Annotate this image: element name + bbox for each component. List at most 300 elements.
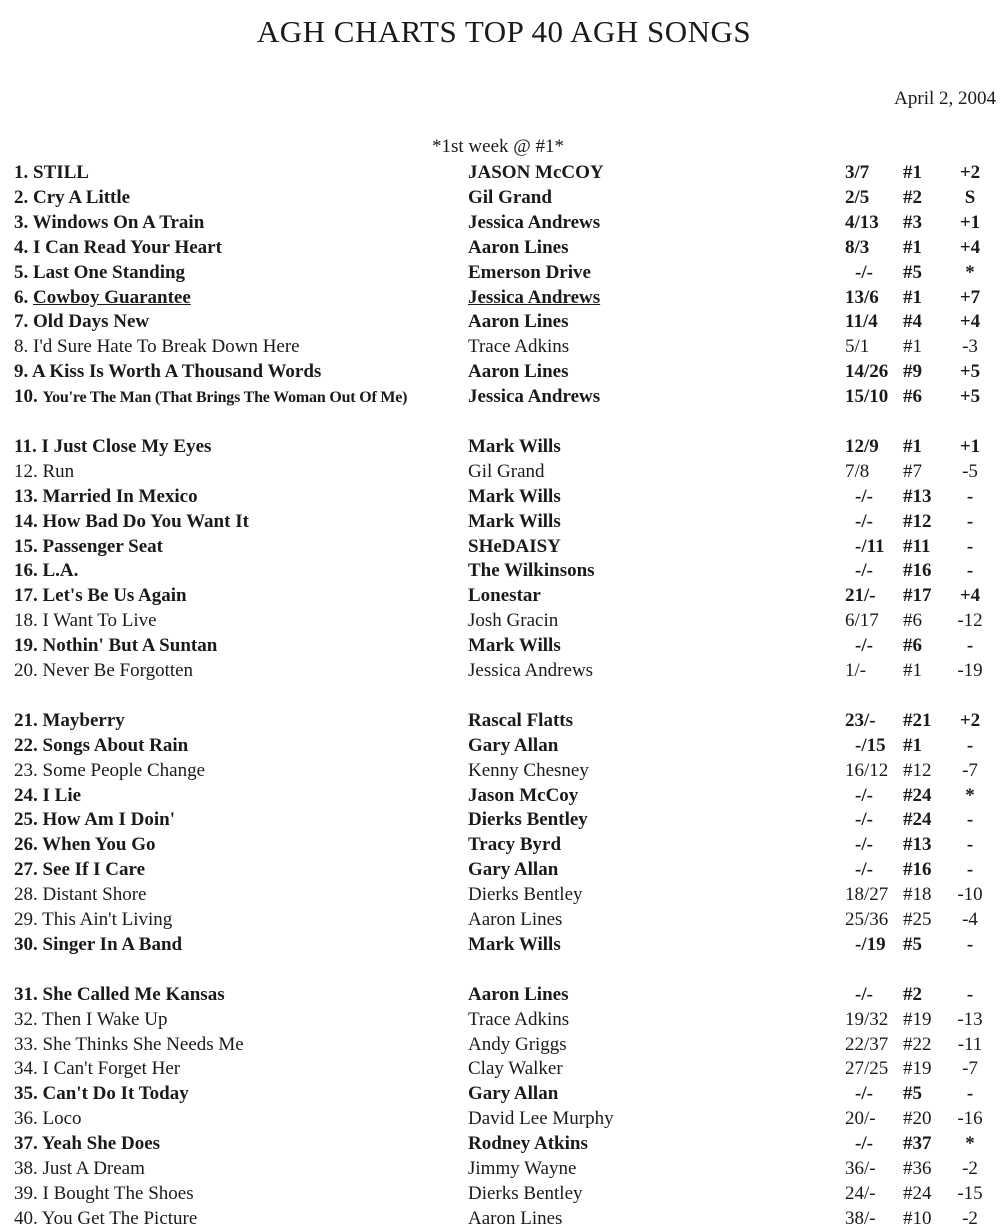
song-rank: 3. — [14, 211, 33, 233]
song-artist: Dierks Bentley — [468, 809, 588, 831]
song-rank: 39. — [14, 1182, 43, 1204]
song-artist: Mark Wills — [468, 933, 561, 955]
song-title — [14, 759, 205, 783]
song-weeks: -/19 — [855, 933, 886, 955]
song-title-text: When You Go — [42, 834, 156, 856]
song-change: +5 — [959, 386, 981, 408]
song-title — [14, 1132, 160, 1156]
song-rank: 30. — [14, 933, 43, 955]
song-title-text: Distant Shore — [42, 884, 147, 906]
song-row — [0, 385, 1008, 409]
song-weeks: 23/- — [845, 709, 876, 731]
song-peak: #22 — [903, 1033, 932, 1055]
song-title-text: Mayberry — [42, 709, 125, 731]
song-title — [14, 933, 182, 957]
song-peak: #24 — [903, 809, 932, 831]
song-row — [0, 335, 1008, 359]
song-title — [14, 261, 185, 285]
song-title-text: How Am I Doin' — [42, 809, 175, 831]
song-weeks: 1/- — [845, 660, 867, 681]
page-title: AGH CHARTS TOP 40 AGH SONGS — [256, 14, 752, 49]
song-change: - — [966, 510, 974, 532]
song-row — [0, 1207, 1008, 1231]
song-change: - — [966, 834, 974, 856]
song-change: +4 — [959, 585, 981, 607]
song-row — [0, 236, 1008, 260]
song-peak: #1 — [903, 336, 922, 358]
song-change: -13 — [957, 1008, 983, 1030]
song-title-text: I Want To Live — [42, 610, 157, 632]
song-weeks: -/- — [855, 784, 873, 806]
song-title-text: Run — [42, 460, 75, 482]
song-artist: Gil Grand — [468, 186, 552, 208]
song-artist: Gary Allan — [468, 734, 559, 756]
song-weeks: -/- — [855, 635, 873, 657]
song-peak: #11 — [903, 535, 931, 557]
song-change: -2 — [962, 1207, 978, 1229]
song-artist: JASON McCOY — [468, 162, 604, 183]
song-weeks: 4/13 — [845, 211, 879, 233]
song-peak: #4 — [903, 311, 922, 333]
song-change: -16 — [957, 1108, 983, 1130]
song-row — [0, 784, 1008, 808]
song-rank: 21. — [14, 709, 43, 731]
song-rank: 11. — [14, 435, 42, 457]
song-row — [0, 535, 1008, 559]
song-change: -2 — [962, 1158, 978, 1179]
song-peak: #25 — [903, 909, 932, 930]
song-peak: #1 — [903, 286, 922, 308]
song-peak: #17 — [903, 585, 932, 607]
song-row — [0, 286, 1008, 310]
song-artist: Jason McCoy — [468, 784, 579, 806]
song-row — [0, 858, 1008, 882]
song-change: S — [964, 186, 976, 208]
song-title-text: See If I Care — [42, 859, 146, 881]
song-row — [0, 559, 1008, 583]
song-peak: #1 — [903, 660, 922, 681]
song-title-text: Just A Dream — [42, 1158, 145, 1179]
song-rank: 13. — [14, 485, 43, 507]
song-title — [14, 734, 188, 758]
song-row — [0, 485, 1008, 509]
song-title — [14, 883, 146, 907]
song-title — [14, 983, 225, 1007]
song-change: - — [966, 809, 974, 831]
song-artist: Rascal Flatts — [468, 709, 574, 731]
song-title — [14, 1057, 180, 1081]
song-artist: Josh Gracin — [468, 610, 559, 632]
song-title-text: A Kiss Is Worth A Thousand Words — [31, 361, 322, 383]
song-weeks: 19/32 — [845, 1008, 889, 1030]
song-artist: Aaron Lines — [468, 361, 569, 383]
song-peak: #19 — [903, 1008, 932, 1030]
song-artist: Jessica Andrews — [468, 386, 601, 408]
song-artist: Jimmy Wayne — [468, 1158, 577, 1179]
song-title-text: I Can't Forget Her — [42, 1058, 181, 1080]
song-title — [14, 1033, 244, 1057]
song-weeks: 18/27 — [845, 884, 889, 906]
song-weeks: 14/26 — [845, 361, 889, 383]
song-rank: 7. — [14, 311, 33, 333]
song-rank: 22. — [14, 734, 43, 756]
song-row — [0, 634, 1008, 658]
song-title — [14, 535, 163, 559]
song-rank: 17. — [14, 585, 43, 607]
song-title — [14, 310, 149, 334]
song-peak: #2 — [903, 186, 922, 208]
song-rank: 15. — [14, 535, 43, 557]
song-rank: 9. — [14, 361, 32, 383]
song-title-text: You're The Man (That Brings The Woman Out Of Me) — [42, 389, 408, 407]
song-peak: #12 — [903, 510, 932, 532]
song-title-text: Nothin' But A Suntan — [42, 635, 218, 657]
song-rank: 6. — [14, 286, 33, 308]
song-peak: #5 — [903, 1083, 922, 1105]
song-artist: Trace Adkins — [468, 336, 570, 358]
song-row — [0, 261, 1008, 285]
song-row — [0, 310, 1008, 334]
song-title — [14, 858, 145, 882]
song-weeks: 8/3 — [845, 236, 870, 258]
song-title — [14, 1182, 194, 1206]
song-weeks: -/- — [855, 834, 873, 856]
song-artist: SHeDAISY — [468, 535, 561, 557]
song-change: +2 — [959, 709, 981, 731]
song-rank: 25. — [14, 809, 43, 831]
song-title-text: Last One Standing — [33, 261, 186, 283]
song-row — [0, 1157, 1008, 1181]
song-change: +7 — [959, 286, 981, 308]
song-change: -7 — [962, 759, 978, 781]
song-weeks: -/- — [855, 1133, 873, 1155]
song-peak: #24 — [903, 1182, 932, 1204]
song-peak: #18 — [903, 884, 932, 906]
song-artist: Rodney Atkins — [468, 1133, 588, 1155]
song-rank: 28. — [14, 884, 43, 906]
song-row — [0, 161, 1008, 185]
song-title-text: Windows On A Train — [32, 211, 205, 233]
song-rank: 10. — [14, 386, 43, 408]
song-change: -12 — [957, 610, 983, 632]
song-rank: 5. — [14, 261, 33, 283]
song-change: +2 — [959, 162, 981, 183]
song-row — [0, 659, 1008, 683]
song-artist: Mark Wills — [468, 510, 561, 532]
song-title — [14, 186, 130, 210]
song-peak: #6 — [903, 635, 922, 657]
song-title-text: L.A. — [42, 560, 79, 582]
song-artist: Mark Wills — [468, 485, 561, 507]
song-title — [14, 1107, 82, 1131]
song-peak: #1 — [903, 236, 922, 258]
song-title — [14, 161, 89, 185]
song-title-text: Some People Change — [42, 759, 206, 781]
song-title-text: Passenger Seat — [42, 535, 163, 557]
song-peak: #7 — [903, 460, 922, 482]
song-change: * — [965, 784, 975, 806]
song-artist: Aaron Lines — [468, 311, 569, 333]
song-change: - — [966, 983, 974, 1005]
song-title — [14, 485, 198, 509]
song-peak: #16 — [903, 560, 932, 582]
song-artist: The Wilkinsons — [468, 560, 595, 582]
song-title-text: Married In Mexico — [42, 485, 198, 507]
song-weeks: -/15 — [855, 734, 886, 756]
song-change: - — [966, 1083, 974, 1105]
song-row — [0, 833, 1008, 857]
song-change: * — [965, 261, 975, 283]
song-change: - — [966, 560, 974, 582]
song-weeks: 15/10 — [845, 386, 889, 408]
song-rank: 12. — [14, 460, 43, 482]
song-rank: 37. — [14, 1133, 42, 1155]
song-change: +5 — [959, 361, 981, 383]
song-peak: #20 — [903, 1108, 932, 1130]
song-peak: #37 — [903, 1133, 932, 1155]
song-rank: 14. — [14, 510, 43, 532]
song-rank: 18. — [14, 610, 43, 632]
song-title — [14, 659, 193, 683]
song-artist: Clay Walker — [468, 1058, 563, 1080]
song-title — [14, 335, 300, 359]
song-rank: 34. — [14, 1058, 43, 1080]
song-title-text: How Bad Do You Want It — [42, 510, 249, 532]
song-weeks: -/- — [855, 1083, 873, 1105]
song-change: * — [965, 1133, 975, 1155]
song-weeks: 12/9 — [845, 435, 879, 457]
song-row — [0, 883, 1008, 907]
song-title-text: Can't Do It Today — [42, 1083, 189, 1105]
song-change: - — [966, 635, 974, 657]
song-peak: #12 — [903, 759, 932, 781]
song-artist: Emerson Drive — [468, 261, 591, 283]
song-row — [0, 1057, 1008, 1081]
song-peak: #9 — [903, 361, 922, 383]
song-weeks: 11/4 — [845, 311, 878, 333]
song-rank: 24. — [14, 784, 43, 806]
song-peak: #10 — [903, 1207, 932, 1229]
song-artist: Kenny Chesney — [468, 759, 589, 781]
song-row — [0, 1182, 1008, 1206]
song-title — [14, 211, 204, 235]
song-peak: #1 — [903, 162, 922, 183]
song-weeks: 24/- — [845, 1182, 876, 1204]
song-title-text: This Ain't Living — [42, 909, 173, 930]
song-title — [14, 1157, 145, 1181]
song-change: -5 — [962, 460, 978, 482]
song-change: +4 — [959, 236, 981, 258]
song-weeks: 2/5 — [845, 186, 870, 208]
song-weeks: 27/25 — [845, 1058, 889, 1080]
song-title — [14, 1082, 189, 1106]
song-change: - — [966, 535, 974, 557]
song-change: -10 — [957, 884, 983, 906]
song-weeks: -/- — [855, 809, 873, 831]
song-title-text: I Can Read Your Heart — [33, 236, 222, 258]
song-artist: Aaron Lines — [468, 983, 569, 1005]
song-change: +4 — [959, 311, 981, 333]
song-rank: 4. — [14, 236, 33, 258]
song-rank: 2. — [14, 186, 33, 208]
song-weeks: 6/17 — [845, 610, 879, 632]
song-title-text: Songs About Rain — [42, 734, 189, 756]
song-artist: Gary Allan — [468, 859, 559, 881]
song-artist: David Lee Murphy — [468, 1108, 614, 1130]
song-artist: Trace Adkins — [468, 1008, 570, 1030]
song-change: - — [966, 485, 974, 507]
song-weeks: 25/36 — [845, 909, 889, 930]
song-weeks: 22/37 — [845, 1033, 889, 1055]
song-peak: #6 — [903, 610, 922, 632]
song-row — [0, 933, 1008, 957]
song-artist: Andy Griggs — [468, 1033, 567, 1055]
song-row — [0, 759, 1008, 783]
song-weeks: -/- — [855, 485, 873, 507]
song-peak: #6 — [903, 386, 922, 408]
song-title-text: I Bought The Shoes — [42, 1182, 194, 1204]
song-weeks: 36/- — [845, 1158, 876, 1179]
song-weeks: -/- — [855, 983, 873, 1005]
song-change: -7 — [962, 1058, 978, 1080]
song-row — [0, 808, 1008, 832]
song-change: -15 — [957, 1182, 983, 1204]
song-change: - — [966, 933, 974, 955]
song-artist: Mark Wills — [468, 435, 561, 457]
song-title — [14, 1207, 197, 1231]
song-peak: #21 — [903, 709, 932, 731]
song-title — [14, 559, 78, 583]
song-title — [14, 609, 157, 633]
song-peak: #19 — [903, 1058, 932, 1080]
song-title-text: I'd Sure Hate To Break Down Here — [33, 336, 300, 358]
song-rank: 8. — [14, 336, 33, 358]
song-row — [0, 510, 1008, 534]
song-artist: Aaron Lines — [468, 909, 563, 930]
song-rank: 29. — [14, 909, 43, 930]
song-title-text: Cowboy Guarantee — [33, 286, 191, 308]
song-title — [14, 584, 187, 608]
song-row — [0, 734, 1008, 758]
song-row — [0, 1132, 1008, 1156]
song-artist: Aaron Lines — [468, 236, 569, 258]
song-title — [14, 634, 217, 658]
song-title-text: She Thinks She Needs Me — [42, 1033, 244, 1055]
song-weeks: -/- — [855, 859, 873, 881]
song-rank: 23. — [14, 759, 43, 781]
song-row — [0, 1033, 1008, 1057]
song-rank: 20. — [14, 660, 43, 681]
song-peak: #2 — [903, 983, 922, 1005]
song-artist: Jessica Andrews — [468, 660, 594, 681]
song-title-text: Loco — [42, 1108, 82, 1130]
song-row — [0, 360, 1008, 384]
song-row — [0, 609, 1008, 633]
song-artist: Jessica Andrews — [468, 286, 601, 308]
song-artist: Mark Wills — [468, 635, 561, 657]
song-title-text: Let's Be Us Again — [42, 585, 187, 607]
song-rank: 31. — [14, 983, 43, 1005]
song-row — [0, 435, 1008, 459]
song-rank: 1. — [14, 162, 33, 183]
song-change: -19 — [957, 660, 983, 681]
song-title — [14, 385, 407, 410]
song-artist: Dierks Bentley — [468, 884, 583, 906]
song-change: -11 — [957, 1033, 983, 1055]
song-row — [0, 584, 1008, 608]
song-weeks: 16/12 — [845, 759, 889, 781]
song-rank: 19. — [14, 635, 43, 657]
song-row — [0, 1082, 1008, 1106]
song-weeks: 7/8 — [845, 460, 870, 482]
song-row — [0, 460, 1008, 484]
song-weeks: 5/1 — [845, 336, 870, 358]
song-title — [14, 784, 81, 808]
song-peak: #24 — [903, 784, 932, 806]
song-change: +1 — [959, 435, 981, 457]
song-peak: #1 — [903, 435, 922, 457]
song-rank: 26. — [14, 834, 43, 856]
song-change: - — [966, 859, 974, 881]
song-title — [14, 360, 321, 384]
song-change: -3 — [962, 336, 978, 358]
song-title-text: Never Be Forgotten — [42, 660, 194, 681]
song-row — [0, 186, 1008, 210]
song-rank: 33. — [14, 1033, 43, 1055]
song-change: +1 — [959, 211, 981, 233]
song-title-text: STILL — [33, 162, 89, 183]
song-weeks: -/- — [855, 261, 873, 283]
song-weeks: -/11 — [855, 535, 885, 557]
song-title — [14, 460, 74, 484]
chart-date: April 2, 2004 — [894, 88, 996, 109]
song-title-text: She Called Me Kansas — [42, 983, 225, 1005]
song-row — [0, 908, 1008, 932]
song-rank: 32. — [14, 1008, 43, 1030]
song-rank: 27. — [14, 859, 43, 881]
song-title — [14, 1008, 167, 1032]
song-title-text: Then I Wake Up — [42, 1008, 168, 1030]
song-peak: #13 — [903, 485, 932, 507]
song-row — [0, 983, 1008, 1007]
song-title — [14, 709, 125, 733]
song-row — [0, 1107, 1008, 1131]
song-change: - — [966, 734, 974, 756]
song-weeks: 3/7 — [845, 162, 870, 183]
song-title-text: Old Days New — [33, 311, 150, 333]
song-weeks: -/- — [855, 510, 873, 532]
song-change: -4 — [962, 909, 978, 930]
song-peak: #1 — [903, 734, 922, 756]
song-peak: #5 — [903, 933, 922, 955]
song-peak: #13 — [903, 834, 932, 856]
song-artist: Jessica Andrews — [468, 211, 601, 233]
song-artist: Dierks Bentley — [468, 1182, 583, 1204]
song-weeks: -/- — [855, 560, 873, 582]
song-artist: Aaron Lines — [468, 1207, 563, 1229]
song-rank: 40. — [14, 1207, 42, 1229]
song-weeks: 20/- — [845, 1108, 876, 1130]
song-artist: Lonestar — [468, 585, 541, 607]
song-weeks: 38/- — [845, 1207, 876, 1229]
song-title — [14, 808, 175, 832]
song-title-text: Cry A Little — [33, 186, 131, 208]
song-title — [14, 908, 172, 932]
song-weeks: 13/6 — [845, 286, 879, 308]
song-title-text: Singer In A Band — [42, 933, 183, 955]
song-title — [14, 286, 191, 310]
song-rank: 38. — [14, 1158, 43, 1179]
